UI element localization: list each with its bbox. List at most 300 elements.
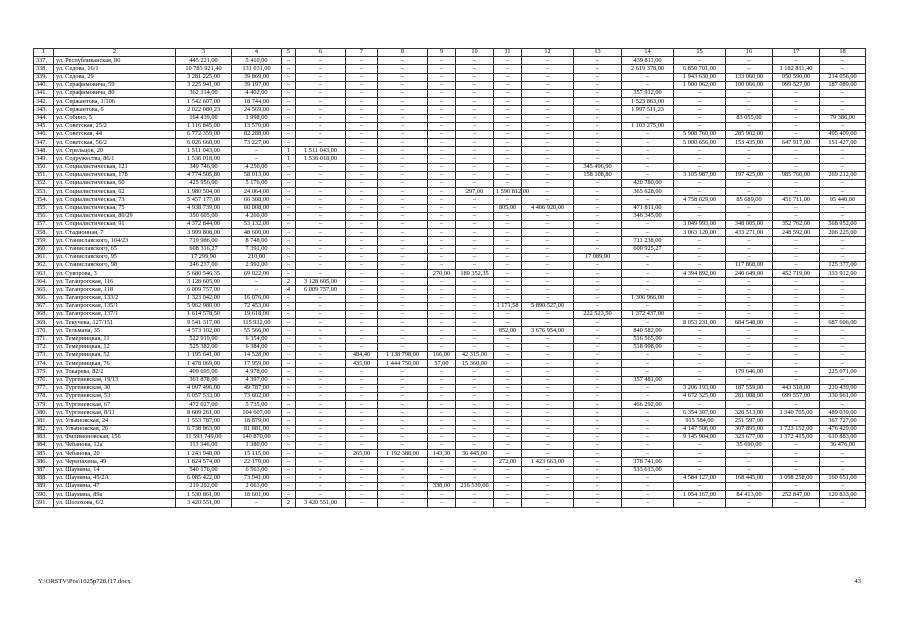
table-cell: 3 281 225,00 xyxy=(176,73,232,81)
table-cell: – xyxy=(296,392,346,400)
table-cell: 371. xyxy=(34,335,54,343)
table-row xyxy=(34,139,866,147)
table-cell: – xyxy=(522,335,574,343)
table-cell: ул. Шаумяна, 47 xyxy=(54,482,176,490)
table-cell: – xyxy=(726,458,773,466)
table-cell: – xyxy=(428,335,456,343)
table-cell: – xyxy=(428,106,456,114)
table-cell: – xyxy=(282,229,296,237)
table-cell: 4 397,00 xyxy=(232,376,282,384)
table-cell: 297,00 xyxy=(456,188,494,196)
table-cell: 24 064,00 xyxy=(232,188,282,196)
table-cell: – xyxy=(346,237,378,245)
table-cell: 73 602,00 xyxy=(232,392,282,400)
table-cell: – xyxy=(494,351,522,359)
table-cell: 133 060,00 xyxy=(726,73,773,81)
column-header: 8 xyxy=(378,49,428,57)
table-cell: – xyxy=(674,89,726,97)
table-cell: – xyxy=(428,294,456,302)
table-cell: – xyxy=(726,302,773,310)
table-cell: 164 439,00 xyxy=(176,114,232,122)
table-cell: 357 912,00 xyxy=(622,89,674,97)
table-cell: – xyxy=(378,376,428,384)
table-cell: – xyxy=(346,89,378,97)
table-cell: 4 372 844,00 xyxy=(176,220,232,228)
table-cell: 1 997 511,23 xyxy=(622,106,674,114)
table-cell: – xyxy=(282,212,296,220)
table-cell: 151 427,00 xyxy=(820,139,866,147)
table-cell: – xyxy=(674,204,726,212)
table-cell: – xyxy=(428,368,456,376)
table-cell: – xyxy=(282,81,296,89)
table-cell: 409 695,00 xyxy=(176,368,232,376)
table-cell: – xyxy=(622,114,674,122)
table-row xyxy=(34,319,866,327)
table-cell: – xyxy=(726,212,773,220)
table-cell: – xyxy=(296,368,346,376)
table-cell: – xyxy=(456,139,494,147)
table-cell: – xyxy=(378,302,428,310)
table-cell: – xyxy=(296,180,346,188)
table-cell: – xyxy=(494,311,522,319)
table-cell: – xyxy=(346,253,378,261)
table-cell: – xyxy=(296,57,346,65)
column-header: 5 xyxy=(282,49,296,57)
table-cell: 466 292,00 xyxy=(622,401,674,409)
table-cell: – xyxy=(773,294,820,302)
table-cell: 18 744,00 xyxy=(232,98,282,106)
table-cell: 357 481,00 xyxy=(622,376,674,384)
table-cell: 388. xyxy=(34,474,54,482)
table-cell: – xyxy=(428,343,456,351)
table-cell: 518 998,00 xyxy=(622,343,674,351)
table-cell: – xyxy=(456,401,494,409)
table-cell: – xyxy=(296,98,346,106)
table-cell: – xyxy=(726,401,773,409)
table-row xyxy=(34,384,866,392)
table-cell: – xyxy=(296,106,346,114)
table-cell: – xyxy=(622,474,674,482)
table-cell: – xyxy=(456,278,494,286)
table-cell: – xyxy=(820,466,866,474)
table-cell: – xyxy=(773,98,820,106)
table-cell: – xyxy=(574,81,622,89)
table-cell: 610 883,00 xyxy=(820,433,866,441)
table-cell: – xyxy=(574,335,622,343)
table-cell: 360. xyxy=(34,245,54,253)
table-cell: 57,00 xyxy=(428,360,456,368)
table-cell: – xyxy=(428,384,456,392)
table-cell: 2 022 080,23 xyxy=(176,106,232,114)
table-cell: – xyxy=(296,491,346,499)
table-cell: – xyxy=(282,114,296,122)
table-cell: – xyxy=(494,294,522,302)
table-cell: – xyxy=(674,327,726,335)
table-cell: – xyxy=(726,65,773,73)
table-cell: – xyxy=(522,89,574,97)
table-cell: ул. Тургеневская, 8/11 xyxy=(54,409,176,417)
table-cell: 248 592,00 xyxy=(773,229,820,237)
table-cell: 5 410,00 xyxy=(232,57,282,65)
table-cell: 341. xyxy=(34,89,54,97)
table-cell: 330 961,00 xyxy=(820,392,866,400)
table-cell: – xyxy=(494,319,522,327)
table-cell: – xyxy=(282,237,296,245)
table-cell: – xyxy=(622,491,674,499)
table-cell: – xyxy=(574,73,622,81)
table-cell: – xyxy=(456,425,494,433)
table-cell: 338. xyxy=(34,65,54,73)
table-cell: – xyxy=(622,278,674,286)
table-cell: 15 360,00 xyxy=(456,360,494,368)
table-cell: 1 542 607,00 xyxy=(176,98,232,106)
table-cell: 1 998,00 xyxy=(232,114,282,122)
table-cell: – xyxy=(378,229,428,237)
table-cell: – xyxy=(522,171,574,179)
table-cell: 1 536 018,00 xyxy=(296,155,346,163)
table-cell: – xyxy=(282,98,296,106)
table-cell: – xyxy=(282,351,296,359)
table-cell: – xyxy=(346,384,378,392)
table-cell: – xyxy=(428,130,456,138)
table-cell: – xyxy=(296,261,346,269)
table-cell: 362. xyxy=(34,261,54,269)
table-cell: 343. xyxy=(34,106,54,114)
table-row xyxy=(34,163,866,171)
table-cell: – xyxy=(282,360,296,368)
table-cell: 333 912,00 xyxy=(820,270,866,278)
table-cell: – xyxy=(773,351,820,359)
table-cell: 9 145 904,00 xyxy=(674,433,726,441)
table-cell: – xyxy=(674,401,726,409)
table-cell: 443 518,00 xyxy=(773,384,820,392)
table-cell: – xyxy=(773,343,820,351)
table-cell: – xyxy=(346,245,378,253)
table-cell: – xyxy=(820,327,866,335)
table-cell: – xyxy=(674,180,726,188)
table-cell: – xyxy=(282,122,296,130)
table-cell: – xyxy=(428,442,456,450)
table-cell: – xyxy=(456,106,494,114)
table-cell: – xyxy=(456,180,494,188)
table-cell: 380. xyxy=(34,409,54,417)
table-row xyxy=(34,392,866,400)
table-row xyxy=(34,482,866,490)
table-cell: 385. xyxy=(34,450,54,458)
table-cell: 353. xyxy=(34,188,54,196)
table-cell: 359. xyxy=(34,237,54,245)
table-cell: 100 066,00 xyxy=(726,81,773,89)
table-cell: – xyxy=(456,212,494,220)
table-cell: – xyxy=(726,327,773,335)
table-cell: – xyxy=(574,180,622,188)
table-cell: 14 528,00 xyxy=(232,351,282,359)
table-cell: – xyxy=(574,212,622,220)
table-cell: – xyxy=(574,106,622,114)
table-cell: 1 103 275,00 xyxy=(622,122,674,130)
table-cell: 342. xyxy=(34,98,54,106)
table-cell: 3 420 551,00 xyxy=(296,499,346,507)
table-cell: ул. Советская, 56/2 xyxy=(54,139,176,147)
table-cell: – xyxy=(726,482,773,490)
table-cell: ул. Станиславского, 65 xyxy=(54,245,176,253)
table-cell: – xyxy=(674,212,726,220)
table-cell: – xyxy=(522,106,574,114)
table-cell: 3 128 605,00 xyxy=(296,278,346,286)
table-cell: 372. xyxy=(34,343,54,351)
table-cell: – xyxy=(282,188,296,196)
table-cell: – xyxy=(428,65,456,73)
table-cell: – xyxy=(820,294,866,302)
table-cell: 17 089,90 xyxy=(574,253,622,261)
table-cell: – xyxy=(346,106,378,114)
table-cell: 3 128 605,00 xyxy=(176,278,232,286)
table-cell: – xyxy=(296,294,346,302)
table-row xyxy=(34,261,866,269)
table-cell: – xyxy=(296,245,346,253)
table-cell: 1 614 578,50 xyxy=(176,311,232,319)
table-cell: – xyxy=(346,458,378,466)
column-header: 13 xyxy=(574,49,622,57)
table-cell: – xyxy=(428,212,456,220)
table-cell: – xyxy=(378,474,428,482)
table-cell: – xyxy=(346,130,378,138)
table-cell: – xyxy=(494,245,522,253)
table-cell: 6 850 701,00 xyxy=(674,65,726,73)
table-cell: 439 811,00 xyxy=(622,57,674,65)
table-cell: 533 613,00 xyxy=(622,466,674,474)
table-cell: – xyxy=(726,376,773,384)
table-cell: – xyxy=(574,351,622,359)
table-cell: 1 590 812,00 xyxy=(494,188,522,196)
footer-file-path: Y:\ORSTV\Pos\1025p728.f17.docx xyxy=(38,578,131,585)
table-row xyxy=(34,376,866,384)
table-cell: 435,00 xyxy=(346,360,378,368)
table-cell: 269 212,00 xyxy=(820,171,866,179)
table-cell: 4 758 029,00 xyxy=(674,196,726,204)
table-cell: – xyxy=(494,392,522,400)
table-cell: – xyxy=(820,98,866,106)
table-row xyxy=(34,286,866,294)
table-cell: – xyxy=(574,155,622,163)
table-cell: – xyxy=(773,130,820,138)
table-cell: – xyxy=(820,155,866,163)
column-header: 11 xyxy=(494,49,522,57)
table-cell: – xyxy=(428,229,456,237)
table-cell: 4 774 505,80 xyxy=(176,171,232,179)
table-cell: ул. Таганрогская, 118 xyxy=(54,286,176,294)
table-cell: 179 646,00 xyxy=(726,368,773,376)
table-cell: ул. Республиканская, 86 xyxy=(54,57,176,65)
table-cell: – xyxy=(428,245,456,253)
table-cell: – xyxy=(296,433,346,441)
table-cell: 1 900 062,00 xyxy=(674,81,726,89)
table-cell: – xyxy=(346,73,378,81)
table-cell: – xyxy=(494,114,522,122)
table-cell: – xyxy=(726,98,773,106)
table-cell: ул. Шолохова, 6/2 xyxy=(54,499,176,507)
table-cell: 3 206 193,00 xyxy=(674,384,726,392)
table-cell: – xyxy=(296,458,346,466)
table-cell: 1 306 966,00 xyxy=(622,294,674,302)
table-cell: ул. Социалистическая, 73 xyxy=(54,196,176,204)
table-cell: – xyxy=(522,409,574,417)
table-cell: 187 559,00 xyxy=(726,384,773,392)
table-cell: – xyxy=(494,106,522,114)
table-cell: 160 651,00 xyxy=(820,474,866,482)
column-header: 17 xyxy=(773,49,820,57)
table-cell: – xyxy=(494,425,522,433)
table-cell: – xyxy=(378,466,428,474)
table-cell: – xyxy=(296,130,346,138)
table-cell: – xyxy=(428,286,456,294)
table-cell: – xyxy=(726,335,773,343)
table-cell: 840 582,00 xyxy=(622,327,674,335)
table-cell: 368. xyxy=(34,311,54,319)
table-cell: – xyxy=(622,319,674,327)
table-cell: – xyxy=(378,384,428,392)
table-cell: 351. xyxy=(34,171,54,179)
table-cell: 522 919,00 xyxy=(176,335,232,343)
table-cell: – xyxy=(522,360,574,368)
table-cell: – xyxy=(494,360,522,368)
table-cell: – xyxy=(726,106,773,114)
table-cell: – xyxy=(378,237,428,245)
table-cell: – xyxy=(574,319,622,327)
table-cell: – xyxy=(378,311,428,319)
table-cell: – xyxy=(346,335,378,343)
table-cell: ул. Шаумяна, 45/2А xyxy=(54,474,176,482)
table-cell: – xyxy=(522,499,574,507)
table-cell: 36 445,00 xyxy=(456,450,494,458)
table-cell: 84 413,00 xyxy=(726,491,773,499)
table-cell: – xyxy=(428,89,456,97)
table-cell: – xyxy=(574,237,622,245)
table-cell: 210 439,00 xyxy=(820,384,866,392)
table-cell: – xyxy=(674,311,726,319)
table-cell: – xyxy=(296,188,346,196)
table-cell: – xyxy=(378,499,428,507)
table-cell: – xyxy=(428,319,456,327)
table-row xyxy=(34,360,866,368)
table-cell: – xyxy=(494,335,522,343)
table-row xyxy=(34,425,866,433)
table-cell: 18 879,00 xyxy=(232,417,282,425)
table-row xyxy=(34,180,866,188)
table-cell: 346. xyxy=(34,130,54,138)
table-cell: – xyxy=(494,171,522,179)
table-cell: – xyxy=(574,360,622,368)
table-cell: – xyxy=(773,155,820,163)
table-cell: – xyxy=(622,482,674,490)
table-cell: 3 420 551,00 xyxy=(176,499,232,507)
table-cell: 5 962 980,00 xyxy=(176,302,232,310)
table-row xyxy=(34,401,866,409)
table-cell: 950 590,00 xyxy=(773,73,820,81)
table-cell: – xyxy=(378,392,428,400)
table-cell: – xyxy=(378,180,428,188)
table-cell: – xyxy=(456,253,494,261)
table-cell: 390. xyxy=(34,491,54,499)
table-cell: 471 811,00 xyxy=(622,204,674,212)
table-cell: – xyxy=(428,237,456,245)
table-cell: – xyxy=(820,237,866,245)
table-cell: – xyxy=(296,270,346,278)
table-cell: – xyxy=(282,327,296,335)
table-cell: – xyxy=(494,237,522,245)
table-cell: 166,00 xyxy=(428,351,456,359)
table-cell: 6 009 757,00 xyxy=(176,286,232,294)
table-cell: – xyxy=(428,417,456,425)
table-cell: – xyxy=(522,278,574,286)
table-cell: 48 600,00 xyxy=(232,229,282,237)
table-cell: – xyxy=(296,319,346,327)
table-cell: 6 738 863,00 xyxy=(176,425,232,433)
table-cell: – xyxy=(296,139,346,147)
table-cell: – xyxy=(494,401,522,409)
table-cell: – xyxy=(494,57,522,65)
table-cell: – xyxy=(522,466,574,474)
table-cell: 60 008,00 xyxy=(232,204,282,212)
table-cell: 338,00 xyxy=(428,482,456,490)
table-cell: – xyxy=(494,89,522,97)
table-cell: – xyxy=(378,286,428,294)
table-cell: 1 054 167,00 xyxy=(674,491,726,499)
table-cell: – xyxy=(296,253,346,261)
table-cell: – xyxy=(378,212,428,220)
table-cell: – xyxy=(296,212,346,220)
table-cell: – xyxy=(622,384,674,392)
table-cell: 374. xyxy=(34,360,54,368)
table-cell: – xyxy=(282,196,296,204)
table-cell: – xyxy=(574,261,622,269)
column-header: 4 xyxy=(232,49,282,57)
table-cell: – xyxy=(773,327,820,335)
table-cell: – xyxy=(674,450,726,458)
table-row xyxy=(34,81,866,89)
table-cell: 367. xyxy=(34,302,54,310)
table-cell: – xyxy=(820,311,866,319)
table-cell: – xyxy=(296,401,346,409)
table-cell: – xyxy=(494,442,522,450)
table-cell: ул. Содружества, 86/1 xyxy=(54,155,176,163)
table-cell: – xyxy=(820,286,866,294)
table-cell: – xyxy=(820,163,866,171)
table-cell: – xyxy=(494,196,522,204)
table-cell: – xyxy=(346,122,378,130)
table-cell: ул. Стадионная, 7 xyxy=(54,229,176,237)
table-cell: 73 941,00 xyxy=(232,474,282,482)
table-cell: 168 445,00 xyxy=(726,474,773,482)
table-cell: – xyxy=(456,311,494,319)
table-cell: – xyxy=(378,57,428,65)
table-cell: – xyxy=(282,106,296,114)
table-cell: – xyxy=(378,417,428,425)
table-cell: 999 527,00 xyxy=(773,81,820,89)
table-cell: – xyxy=(820,89,866,97)
table-cell: 1 192 388,00 xyxy=(378,450,428,458)
table-cell: – xyxy=(726,360,773,368)
table-cell: – xyxy=(282,245,296,253)
table-cell: 4 097 496,00 xyxy=(176,384,232,392)
table-cell: 6 009 757,00 xyxy=(296,286,346,294)
table-cell: 4 938 739,00 xyxy=(176,204,232,212)
table-cell: – xyxy=(494,384,522,392)
table-row xyxy=(34,327,866,335)
table-cell: – xyxy=(522,155,574,163)
table-cell: – xyxy=(622,147,674,155)
table-cell: – xyxy=(378,253,428,261)
